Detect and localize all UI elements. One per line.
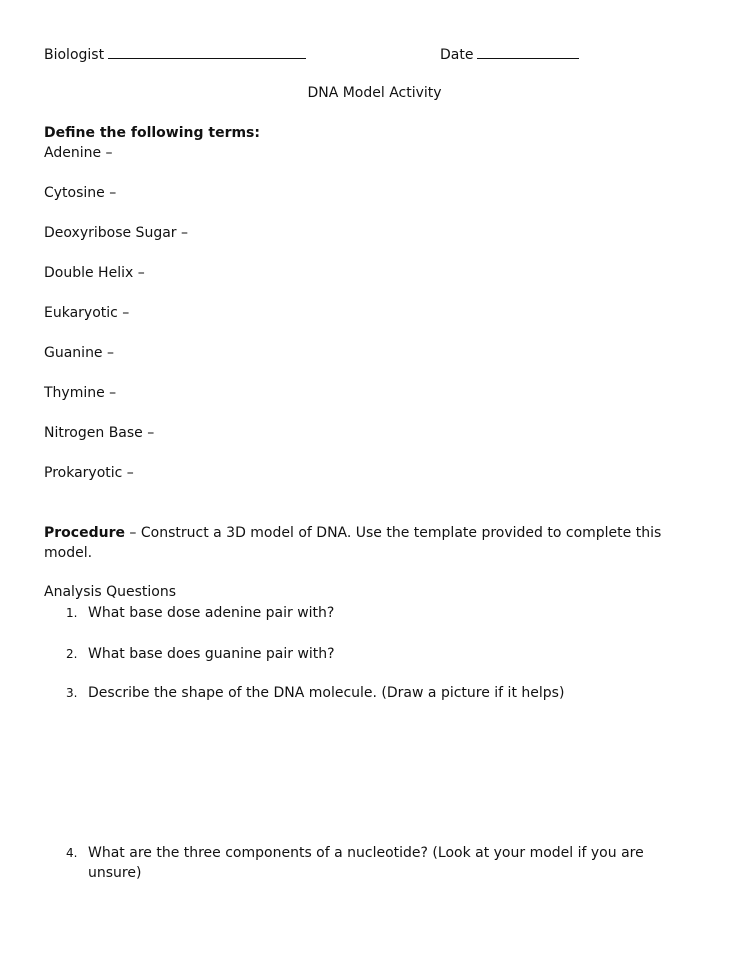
term-adenine: Adenine – <box>44 145 113 161</box>
term-cytosine: Cytosine – <box>44 185 117 201</box>
question-text: Describe the shape of the DNA molecule. (Draw a picture if it helps) <box>88 685 565 701</box>
question-2 <box>66 644 676 664</box>
term-eukaryotic: Eukaryotic – <box>44 305 130 321</box>
date-blank[interactable] <box>477 44 579 59</box>
term-deoxyribose-sugar: Deoxyribose Sugar – <box>44 225 188 241</box>
question-text: What base does guanine pair with? <box>88 646 335 662</box>
question-number: 4. <box>66 846 78 860</box>
analysis-heading: Analysis Questions <box>44 584 177 600</box>
page-title: DNA Model Activity <box>307 85 442 101</box>
procedure-label: Procedure <box>44 525 125 541</box>
term-nitrogen-base: Nitrogen Base – <box>44 425 155 441</box>
date-field-row <box>440 44 579 64</box>
biologist-field-row <box>44 44 306 64</box>
question-text: What base dose adenine pair with? <box>88 605 335 621</box>
biologist-label: Biologist <box>44 47 105 63</box>
question-3 <box>66 683 676 703</box>
question-number: 1. <box>66 606 78 620</box>
biologist-name-blank[interactable] <box>108 44 306 59</box>
question-number: 3. <box>66 686 78 700</box>
question-number: 2. <box>66 647 78 661</box>
term-thymine: Thymine – <box>44 385 117 401</box>
terms-heading: Define the following terms: <box>44 125 260 141</box>
term-prokaryotic: Prokaryotic – <box>44 465 134 481</box>
procedure-text: – Construct a 3D model of DNA. Use the template provided to complete this model. <box>44 525 662 561</box>
date-label: Date <box>440 47 474 63</box>
question-1 <box>66 603 676 623</box>
question-4 <box>66 843 676 883</box>
term-double-helix: Double Helix – <box>44 265 145 281</box>
term-guanine: Guanine – <box>44 345 114 361</box>
question-text: What are the three components of a nucleotide? (Look at your model if you are unsure) <box>88 845 644 881</box>
procedure-paragraph <box>44 523 704 563</box>
